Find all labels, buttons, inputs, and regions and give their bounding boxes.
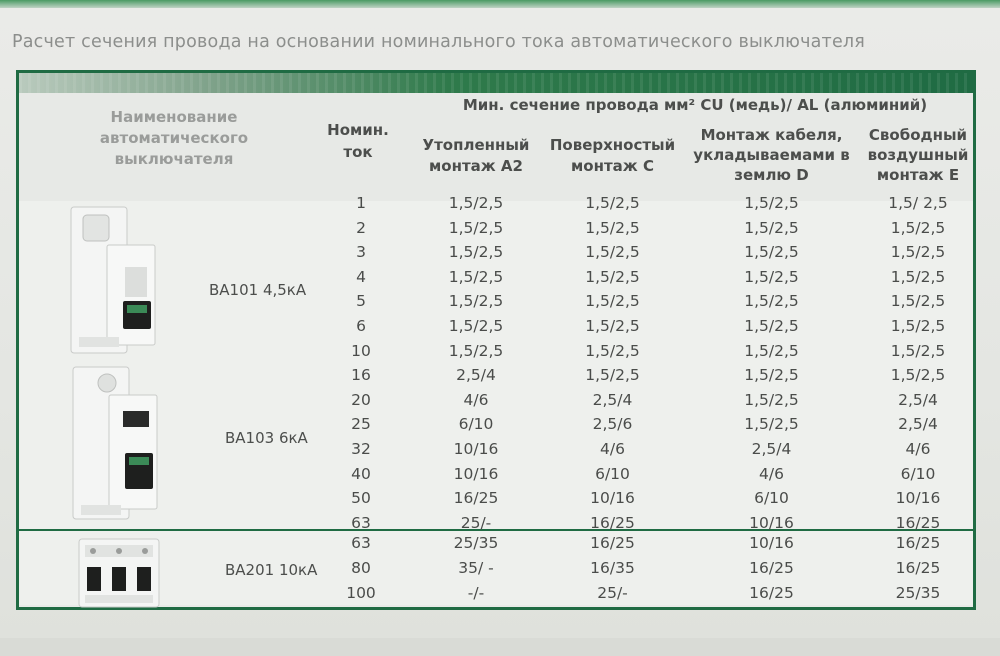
header-free-air-e: Свободный воздушный монтаж Е <box>867 126 969 184</box>
cell-e: 1,5/2,5 <box>890 267 946 286</box>
cell-a2: 10/16 <box>453 440 499 458</box>
cell-c: 6/10 <box>595 464 630 483</box>
cell-a2: 1,5/2,5 <box>448 194 504 212</box>
cell-nominal: 20 <box>351 390 371 409</box>
cell-a2: 1,5/2,5 <box>448 218 504 237</box>
cell-d: 1,5/2,5 <box>744 390 799 409</box>
cell-nominal: 63 <box>351 513 371 532</box>
cell-nominal: 100 <box>346 583 376 602</box>
breaker-model-label: ВА103 6кА <box>225 429 308 447</box>
cell-d: 1,5/2,5 <box>744 194 799 212</box>
table-row <box>19 216 973 241</box>
table-row <box>19 556 973 581</box>
cell-a2: -/- <box>467 583 485 602</box>
cell-c: 16/35 <box>590 559 635 577</box>
table-row <box>19 289 973 314</box>
cell-a2: 1,5/2,5 <box>448 341 504 360</box>
cell-e: 2,5/4 <box>898 415 938 434</box>
cell-e: 1,5/ 2,5 <box>888 194 948 212</box>
table-row <box>19 581 973 606</box>
cell-e: 1,5/2,5 <box>890 218 946 237</box>
cell-d: 1,5/2,5 <box>744 317 799 335</box>
cell-a2: 10/16 <box>453 464 499 483</box>
cell-d: 1,5/2,5 <box>744 218 799 237</box>
cell-c: 2,5/4 <box>592 390 633 409</box>
cell-c: 4/6 <box>600 440 625 458</box>
header-surface-c: Поверхностый монтаж С <box>549 136 676 175</box>
cell-a2: 16/25 <box>453 489 499 508</box>
table-row <box>19 388 973 413</box>
cell-d: 10/16 <box>749 513 794 532</box>
cell-e: 2,5/4 <box>898 390 938 409</box>
cell-a2: 4/6 <box>463 390 489 409</box>
cell-nominal: 16 <box>351 366 371 385</box>
top-edge-strip <box>0 0 1000 8</box>
cell-nominal: 1 <box>356 194 366 212</box>
cell-e: 1,5/2,5 <box>890 243 946 262</box>
cell-a2: 25/35 <box>453 534 499 553</box>
cell-e: 16/25 <box>895 559 941 577</box>
cell-c: 16/25 <box>590 534 635 553</box>
table-row <box>19 265 973 290</box>
cell-c: 1,5/2,5 <box>585 366 640 385</box>
cell-nominal: 50 <box>351 489 371 508</box>
cell-a2: 6/10 <box>458 415 494 434</box>
header-underground-d: Монтаж кабеля, укладываемами в землю D <box>693 126 850 184</box>
cell-nominal: 4 <box>356 267 366 286</box>
cell-nominal: 40 <box>351 464 371 483</box>
table-row <box>19 339 973 364</box>
cell-a2: 35/ - <box>458 559 494 577</box>
cell-d: 1,5/2,5 <box>744 341 799 360</box>
cell-c: 1,5/2,5 <box>585 341 640 360</box>
cell-c: 10/16 <box>590 489 635 508</box>
cell-d: 4/6 <box>759 464 784 483</box>
header-recessed-a2: Утопленный монтаж А2 <box>422 136 530 175</box>
header-nominal-current: Номин. ток <box>327 121 389 161</box>
table-row <box>19 363 973 388</box>
table-row <box>19 314 973 339</box>
cell-d: 16/25 <box>749 583 794 602</box>
cell-e: 10/16 <box>895 489 941 508</box>
cell-e: 1,5/2,5 <box>890 341 946 360</box>
cell-d: 1,5/2,5 <box>744 415 799 434</box>
table-row <box>19 240 973 265</box>
cell-nominal: 3 <box>356 243 366 262</box>
cell-d: 6/10 <box>754 489 789 508</box>
cell-nominal: 80 <box>351 559 371 577</box>
cell-d: 1,5/2,5 <box>744 366 799 385</box>
cell-a2: 1,5/2,5 <box>448 317 504 335</box>
cell-e: 1,5/2,5 <box>890 366 946 385</box>
cell-nominal: 2 <box>356 218 366 237</box>
cell-d: 10/16 <box>749 534 794 553</box>
cell-nominal: 6 <box>356 317 366 335</box>
cell-e: 4/6 <box>905 440 931 458</box>
cell-nominal: 32 <box>351 440 371 458</box>
table-row <box>19 412 973 437</box>
cell-a2: 25/- <box>460 513 492 532</box>
table-row <box>19 531 973 556</box>
header-min-section-group: Мин. сечение провода мм² CU (медь)/ AL (алюминий) <box>462 96 928 114</box>
cell-d: 1,5/2,5 <box>744 243 799 262</box>
wire-section-table <box>16 70 976 610</box>
table-row <box>19 462 973 487</box>
document-title: Расчет сечения провода на основании номинального тока автоматического выключателя <box>12 32 866 52</box>
table-row <box>19 437 973 462</box>
cell-nominal: 25 <box>351 415 371 434</box>
cell-c: 1,5/2,5 <box>585 194 640 212</box>
cell-d: 1,5/2,5 <box>744 292 799 311</box>
cell-d: 1,5/2,5 <box>744 267 799 286</box>
cell-c: 1,5/2,5 <box>585 243 640 262</box>
cell-a2: 2,5/4 <box>456 366 496 385</box>
cell-a2: 1,5/2,5 <box>448 292 504 311</box>
cell-c: 25/- <box>597 583 628 602</box>
cell-nominal: 63 <box>351 534 371 553</box>
cell-c: 2,5/6 <box>592 415 633 434</box>
cell-a2: 1,5/2,5 <box>448 267 504 286</box>
cell-c: 16/25 <box>590 513 635 532</box>
cell-d: 2,5/4 <box>751 440 792 458</box>
cell-e: 25/35 <box>895 583 941 602</box>
breaker-model-label: ВА201 10кА <box>225 561 318 579</box>
cell-c: 1,5/2,5 <box>585 218 640 237</box>
cell-e: 1,5/2,5 <box>890 317 946 335</box>
breaker-model-label: ВА101 4,5кА <box>209 281 307 299</box>
cell-c: 1,5/2,5 <box>585 292 640 311</box>
cell-a2: 1,5/2,5 <box>448 243 504 262</box>
table-row <box>19 191 973 216</box>
cell-d: 16/25 <box>749 559 794 577</box>
cell-c: 1,5/2,5 <box>585 317 640 335</box>
table-header-bar <box>19 73 973 93</box>
cell-c: 1,5/2,5 <box>585 267 640 286</box>
table-row <box>19 486 973 511</box>
cell-nominal: 10 <box>351 341 371 360</box>
cell-e: 16/25 <box>895 513 941 532</box>
cell-e: 16/25 <box>895 534 941 553</box>
cell-e: 1,5/2,5 <box>890 292 946 311</box>
header-breaker-name: Наименование автоматического выключателя <box>99 108 249 168</box>
cell-e: 6/10 <box>900 464 936 483</box>
cell-nominal: 5 <box>356 292 366 311</box>
document-sheet <box>0 8 1000 638</box>
